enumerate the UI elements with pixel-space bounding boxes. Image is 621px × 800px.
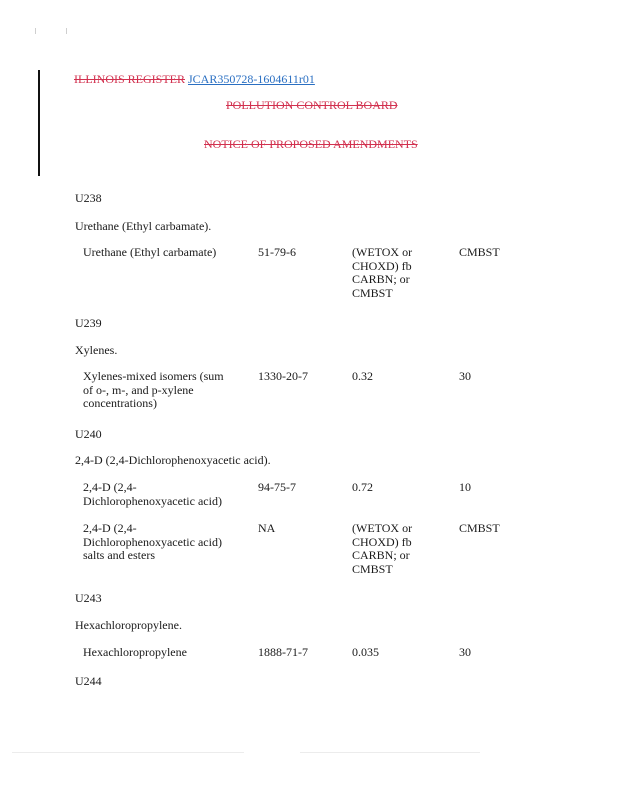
cas-cell: 51-79-6 [258, 245, 296, 259]
waste-name: Hexachloropropylene. [75, 618, 182, 632]
standard-cell: 30 [459, 369, 471, 383]
register-struck-text: ILLINOIS REGISTER [74, 72, 185, 86]
standard-cell: CMBST [459, 245, 500, 259]
constituent-cell: 2,4-D (2,4-Dichlorophenoxyacetic acid) [83, 480, 222, 508]
treatment-cell: 0.32 [352, 369, 373, 383]
treatment-cell: 0.035 [352, 645, 379, 659]
waste-code: U240 [75, 427, 102, 441]
cas-cell: NA [258, 521, 276, 535]
waste-code: U243 [75, 591, 102, 605]
standard-cell: CMBST [459, 521, 500, 535]
waste-name: Xylenes. [75, 343, 118, 357]
cas-cell: 1330-20-7 [258, 369, 308, 383]
standard-cell: 30 [459, 645, 471, 659]
waste-name: 2,4-D (2,4-Dichlorophenoxyacetic acid). [75, 453, 271, 467]
scan-mark [35, 28, 36, 34]
constituent-cell: Xylenes-mixed isomers (sum of o-, m-, and p-xylene concentrations) [83, 369, 224, 410]
scan-mark [66, 28, 67, 34]
cas-cell: 1888-71-7 [258, 645, 308, 659]
waste-code: U239 [75, 316, 102, 330]
treatment-cell: (WETOX or CHOXD) fb CARBN; or CMBST [352, 245, 413, 300]
standard-cell: 10 [459, 480, 471, 494]
cas-cell: 94-75-7 [258, 480, 296, 494]
treatment-cell: (WETOX or CHOXD) fb CARBN; or CMBST [352, 521, 413, 576]
waste-name: Urethane (Ethyl carbamate). [75, 219, 212, 233]
waste-code: U238 [75, 191, 102, 205]
revision-margin-bar [38, 70, 40, 176]
waste-code: U244 [75, 674, 102, 688]
constituent-cell: 2,4-D (2,4-Dichlorophenoxyacetic acid) salts and esters [83, 521, 222, 562]
scan-edge [12, 752, 244, 753]
notice-title: NOTICE OF PROPOSED AMENDMENTS [204, 137, 418, 151]
treatment-cell: 0.72 [352, 480, 373, 494]
scan-edge [300, 752, 480, 753]
constituent-cell: Hexachloropropylene [83, 645, 187, 659]
register-header [74, 72, 315, 87]
register-inserted-text: JCAR350728-1604611r01 [188, 72, 315, 86]
board-title: POLLUTION CONTROL BOARD [226, 98, 398, 112]
constituent-cell: Urethane (Ethyl carbamate) [83, 245, 217, 259]
